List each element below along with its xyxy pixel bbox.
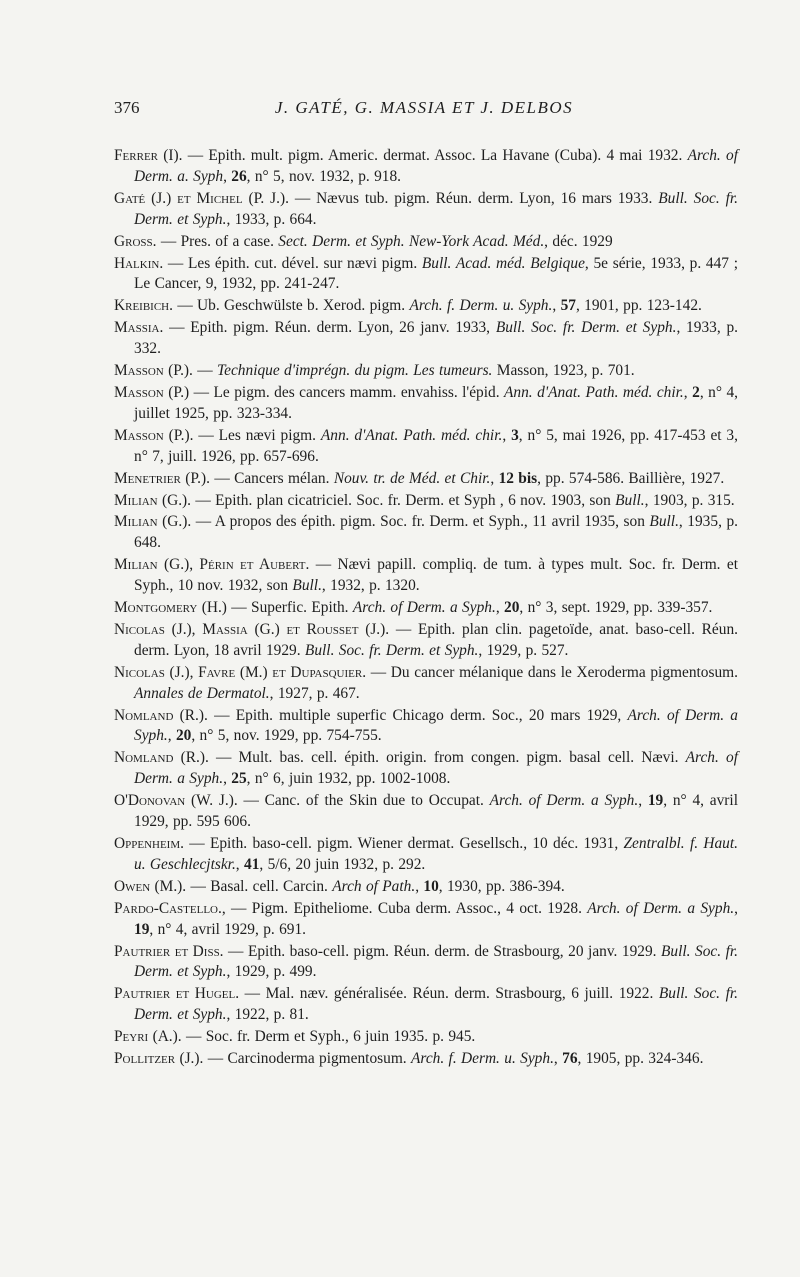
reference-volume: 25 [231, 770, 247, 788]
reference-details: , 1901, pp. 123-142. [575, 297, 702, 315]
reference-details: , n° 4, avril 1929, p. 691. [149, 920, 307, 938]
reference-text: — Carcinoderma pigmentosum. [203, 1050, 411, 1068]
reference-entry [114, 706, 738, 748]
reference-authors: Oppenheim. [114, 835, 184, 852]
reference-text: — Epith. multiple superfic Chicago derm. Soc., 20 mars 1929, [207, 706, 628, 724]
reference-authors: O'Donovan (W. J.). [114, 792, 238, 810]
reference-authors: Ferrer (I). [114, 147, 183, 164]
reference-volume: 12 bis [498, 469, 538, 487]
reference-volume: 57 [560, 297, 576, 315]
reference-source: Arch. of Derm. a Syph. [134, 749, 738, 788]
reference-separator: , [638, 792, 648, 810]
reference-authors: Masson (P.). [114, 362, 193, 380]
reference-separator: , [502, 426, 512, 444]
reference-text: — Basal. cell. Carcin. [186, 877, 333, 895]
reference-source: Bull. [292, 577, 322, 595]
reference-volume: 3 [511, 426, 519, 444]
reference-source: Technique d'imprégn. du pigm. Les tumeurs. [217, 362, 493, 380]
reference-text: — Mal. næv. généralisée. Réun. derm. Strasbourg, 6 juill. 1922. [239, 985, 659, 1003]
reference-separator: , [223, 167, 232, 185]
reference-separator: , [552, 297, 561, 315]
reference-source: Ann. d'Anat. Path. méd. chir. [504, 383, 684, 401]
reference-details: , 5e série, 1933, p. 447 ; Le Cancer, 9, 1932, pp. 241-247. [134, 254, 738, 293]
reference-authors: Nomland (R.). [114, 749, 209, 767]
reference-details: , 5/6, 20 juin 1932, p. 292. [259, 855, 426, 873]
reference-entry [114, 899, 738, 941]
reference-entry [114, 491, 738, 512]
reference-authors: Nomland (R.). [114, 706, 208, 724]
reference-entry [114, 361, 738, 382]
reference-authors: Nicolas (J.), Massia (G.) et Rousset (J.). [114, 620, 390, 638]
running-title: J. GATÉ, G. MASSIA ET J. DELBOS [274, 98, 574, 117]
reference-source: Arch. f. Derm. u. Syph. [409, 297, 553, 315]
reference-text: — Pres. of a case. [156, 232, 279, 250]
reference-details: , n° 5, nov. 1929, pp. 754-755. [191, 727, 382, 745]
reference-entry [114, 1049, 738, 1070]
reference-text: , — Pigm. Epitheliome. Cuba derm. Assoc., 4 oct. 1928. [221, 899, 588, 917]
reference-source: Arch. of Derm. a Syph. [134, 706, 738, 745]
reference-separator: , [495, 599, 505, 617]
reference-text: — Nævus tub. pigm. Réun. derm. Lyon, 16 mars 1933. [289, 189, 659, 207]
reference-text: — Nævi papill. compliq. de tum. à types mult. Soc. fr. Derm. et Syph., 10 nov. 1932, son [134, 556, 738, 595]
reference-entry [114, 663, 738, 705]
reference-source: Annales de Dermatol. [134, 684, 270, 702]
reference-text: — Epith. pigm. Réun. derm. Lyon, 26 janv. 1933, [163, 319, 496, 337]
reference-details: , déc. 1929 [544, 232, 613, 250]
reference-details: , 1929, p. 499. [226, 963, 317, 981]
reference-details: , pp. 574-586. Baillière, 1927. [537, 469, 725, 487]
reference-source: Arch. of Derm. a Syph. [587, 899, 735, 917]
reference-source: Ann. d'Anat. Path. méd. chir. [320, 426, 503, 444]
reference-details: , 1932, p. 1320. [321, 577, 420, 595]
reference-source: Bull. Soc. fr. Derm. et Syph. [134, 942, 739, 981]
reference-details: , 1935, p. 648. [134, 513, 738, 552]
reference-text: — A propos des épith. pigm. Soc. fr. Derm. et Syph., 11 avril 1935, son [191, 513, 650, 531]
reference-text: — [192, 362, 217, 380]
reference-entry [114, 877, 738, 898]
reference-separator: , [223, 770, 232, 788]
reference-entry [114, 748, 738, 790]
reference-details: , n° 3, sept. 1929, pp. 339-357. [519, 599, 713, 617]
reference-authors: Halkin. [114, 254, 164, 272]
reference-source: Bull. Soc. fr. Derm. et Syph. [304, 641, 479, 659]
reference-entry [114, 598, 738, 619]
reference-text: — Les épith. cut. dével. sur nævi pigm. [163, 254, 422, 272]
reference-source: Sect. Derm. et Syph. New-York Acad. Méd. [278, 232, 545, 250]
reference-entry [114, 620, 738, 662]
reference-volume: 19 [134, 920, 150, 938]
reference-source: Nouv. tr. de Méd. et Chir. [333, 469, 491, 487]
reference-source: Zentralbl. f. Haut. u. Geschlecjtskr. [134, 835, 739, 873]
reference-entry [114, 296, 738, 317]
reference-entry [114, 942, 738, 984]
reference-text: — Les nævi pigm. [193, 426, 321, 444]
reference-details: , n° 6, juin 1932, pp. 1002-1008. [246, 770, 451, 788]
page-number: 376 [114, 98, 140, 117]
reference-details: , 1929, p. 527. [478, 641, 569, 659]
reference-source: Bull. Acad. méd. Belgique [421, 254, 585, 272]
reference-details: , n° 5, mai 1926, pp. 417-453 et 3, n° 7, juill. 1926, pp. 657-696. [134, 426, 738, 465]
reference-authors: Milian (G.). [114, 491, 192, 509]
reference-details: , n° 4, juillet 1925, pp. 323-334. [134, 383, 738, 422]
reference-entry [114, 469, 738, 490]
reference-text: — Le pigm. des cancers mamm. envahiss. l'épid. [189, 383, 505, 401]
reference-entry [114, 146, 738, 188]
reference-authors: Masson (P.). [114, 426, 194, 444]
reference-volume: 41 [244, 855, 260, 873]
reference-entry [114, 555, 738, 597]
reference-text: — Superfic. Epith. [226, 599, 353, 617]
reference-source: Bull. [615, 491, 645, 509]
reference-separator: , [415, 877, 424, 895]
reference-details: , n° 5, nov. 1932, p. 918. [246, 167, 402, 185]
reference-authors: Massia. [114, 319, 164, 337]
reference-authors: Gaté (J.) et Michel (P. J.). [114, 189, 289, 207]
reference-source: Bull. Soc. fr. Derm. et Syph. [495, 319, 677, 337]
reference-entry [114, 984, 738, 1026]
reference-source: Bull. Soc. fr. Derm. et Syph. [134, 985, 738, 1024]
reference-authors: Milian (G.). [114, 513, 192, 531]
reference-details: , 1927, p. 467. [269, 684, 360, 702]
reference-entry [114, 189, 738, 231]
reference-text: — Epith. plan cicatriciel. Soc. fr. Derm. et Syph , 6 nov. 1903, son [191, 491, 616, 509]
reference-authors: Pautrier et Diss. [114, 942, 224, 960]
reference-separator: , [683, 383, 693, 401]
reference-volume: 26 [231, 167, 247, 185]
reference-authors: Pautrier et Hugel. [114, 985, 240, 1003]
reference-volume: 2 [692, 383, 700, 401]
reference-entry [114, 254, 738, 296]
reference-authors: Masson (P.) [114, 383, 190, 401]
reference-source: Arch. of Derm. a Syph. [352, 599, 496, 617]
reference-details: , 1903, p. 315. [644, 491, 735, 509]
reference-authors: Kreibich. [114, 297, 173, 315]
reference-volume: 76 [562, 1050, 578, 1068]
reference-text: — Epith. mult. pigm. Americ. dermat. Assoc. La Havane (Cuba). 4 mai 1932. [182, 147, 688, 164]
reference-authors: Nicolas (J.), Favre (M.) et Dupasquier. [114, 663, 367, 681]
reference-entry [114, 834, 738, 876]
reference-separator: , [734, 899, 738, 917]
reference-source: Bull. Soc. fr. Derm. et Syph. [134, 189, 739, 228]
reference-text: — Epith. baso-cell. pigm. Wiener dermat. Gesellsch., 10 déc. 1931, [183, 835, 624, 852]
reference-details: , 1905, pp. 324-346. [577, 1050, 704, 1068]
reference-volume: 20 [175, 727, 192, 745]
reference-volume: 19 [647, 792, 664, 810]
reference-text: — Canc. of the Skin due to Occupat. [237, 792, 490, 810]
page-header [114, 98, 734, 122]
reference-text: — Ub. Geschwülste b. Xerod. pigm. [172, 297, 410, 315]
reference-source: Arch. f. Derm. u. Syph. [411, 1050, 554, 1068]
reference-entry [114, 232, 738, 253]
reference-entry [114, 791, 738, 833]
reference-source: Arch. of Derm. a. Syph [134, 147, 738, 185]
reference-volume: 10 [423, 877, 439, 895]
reference-authors: Menetrier (P.). [114, 469, 210, 487]
reference-authors: Milian (G.), Périn et Aubert. [114, 556, 310, 574]
reference-entry [114, 318, 738, 360]
reference-entry [114, 1027, 738, 1048]
reference-source: Arch. of Derm. a Syph. [489, 792, 639, 810]
reference-list [114, 146, 738, 1071]
reference-authors: Pardo-Castello. [114, 899, 222, 917]
reference-text: — Epith. baso-cell. pigm. Réun. derm. de Strasbourg, 20 janv. 1929. [223, 942, 662, 960]
reference-authors: Peyri (A.). [114, 1028, 182, 1046]
reference-entry [114, 426, 738, 468]
reference-authors: Gross. [114, 232, 157, 250]
reference-details: , 1933, p. 332. [134, 319, 739, 358]
reference-text: — Cancers mélan. [210, 469, 334, 487]
reference-details: , 1930, pp. 386-394. [438, 877, 565, 895]
reference-entry [114, 383, 738, 425]
reference-details: Masson, 1923, p. 701. [492, 362, 635, 380]
reference-text: — Mult. bas. cell. épith. origin. from congen. pigm. basal cell. Nævi. [208, 749, 686, 767]
reference-details: , n° 4, avril 1929, pp. 595 606. [134, 792, 738, 831]
reference-text: — Du cancer mélanique dans le Xeroderma pigmentosum. [366, 663, 738, 681]
reference-separator: , [553, 1050, 563, 1068]
reference-authors: Montgomery (H.) [114, 599, 227, 617]
reference-authors: Owen (M.). [114, 877, 187, 895]
reference-separator: , [167, 727, 176, 745]
reference-source: Arch of Path. [332, 877, 416, 895]
reference-source: Bull. [649, 513, 679, 531]
reference-separator: , [490, 469, 499, 487]
reference-separator: , [235, 855, 244, 873]
reference-details: , 1922, p. 81. [226, 1006, 309, 1024]
reference-text: — Soc. fr. Derm et Syph., 6 juin 1935. p. 945. [181, 1028, 476, 1046]
reference-details: , 1933, p. 664. [226, 210, 317, 228]
reference-volume: 20 [504, 599, 520, 617]
reference-text: — Epith. plan clin. pagetoïde, anat. baso-cell. Réun. derm. Lyon, 18 avril 1929. [134, 620, 738, 659]
reference-authors: Pollitzer (J.). [114, 1050, 204, 1068]
reference-entry [114, 512, 738, 554]
